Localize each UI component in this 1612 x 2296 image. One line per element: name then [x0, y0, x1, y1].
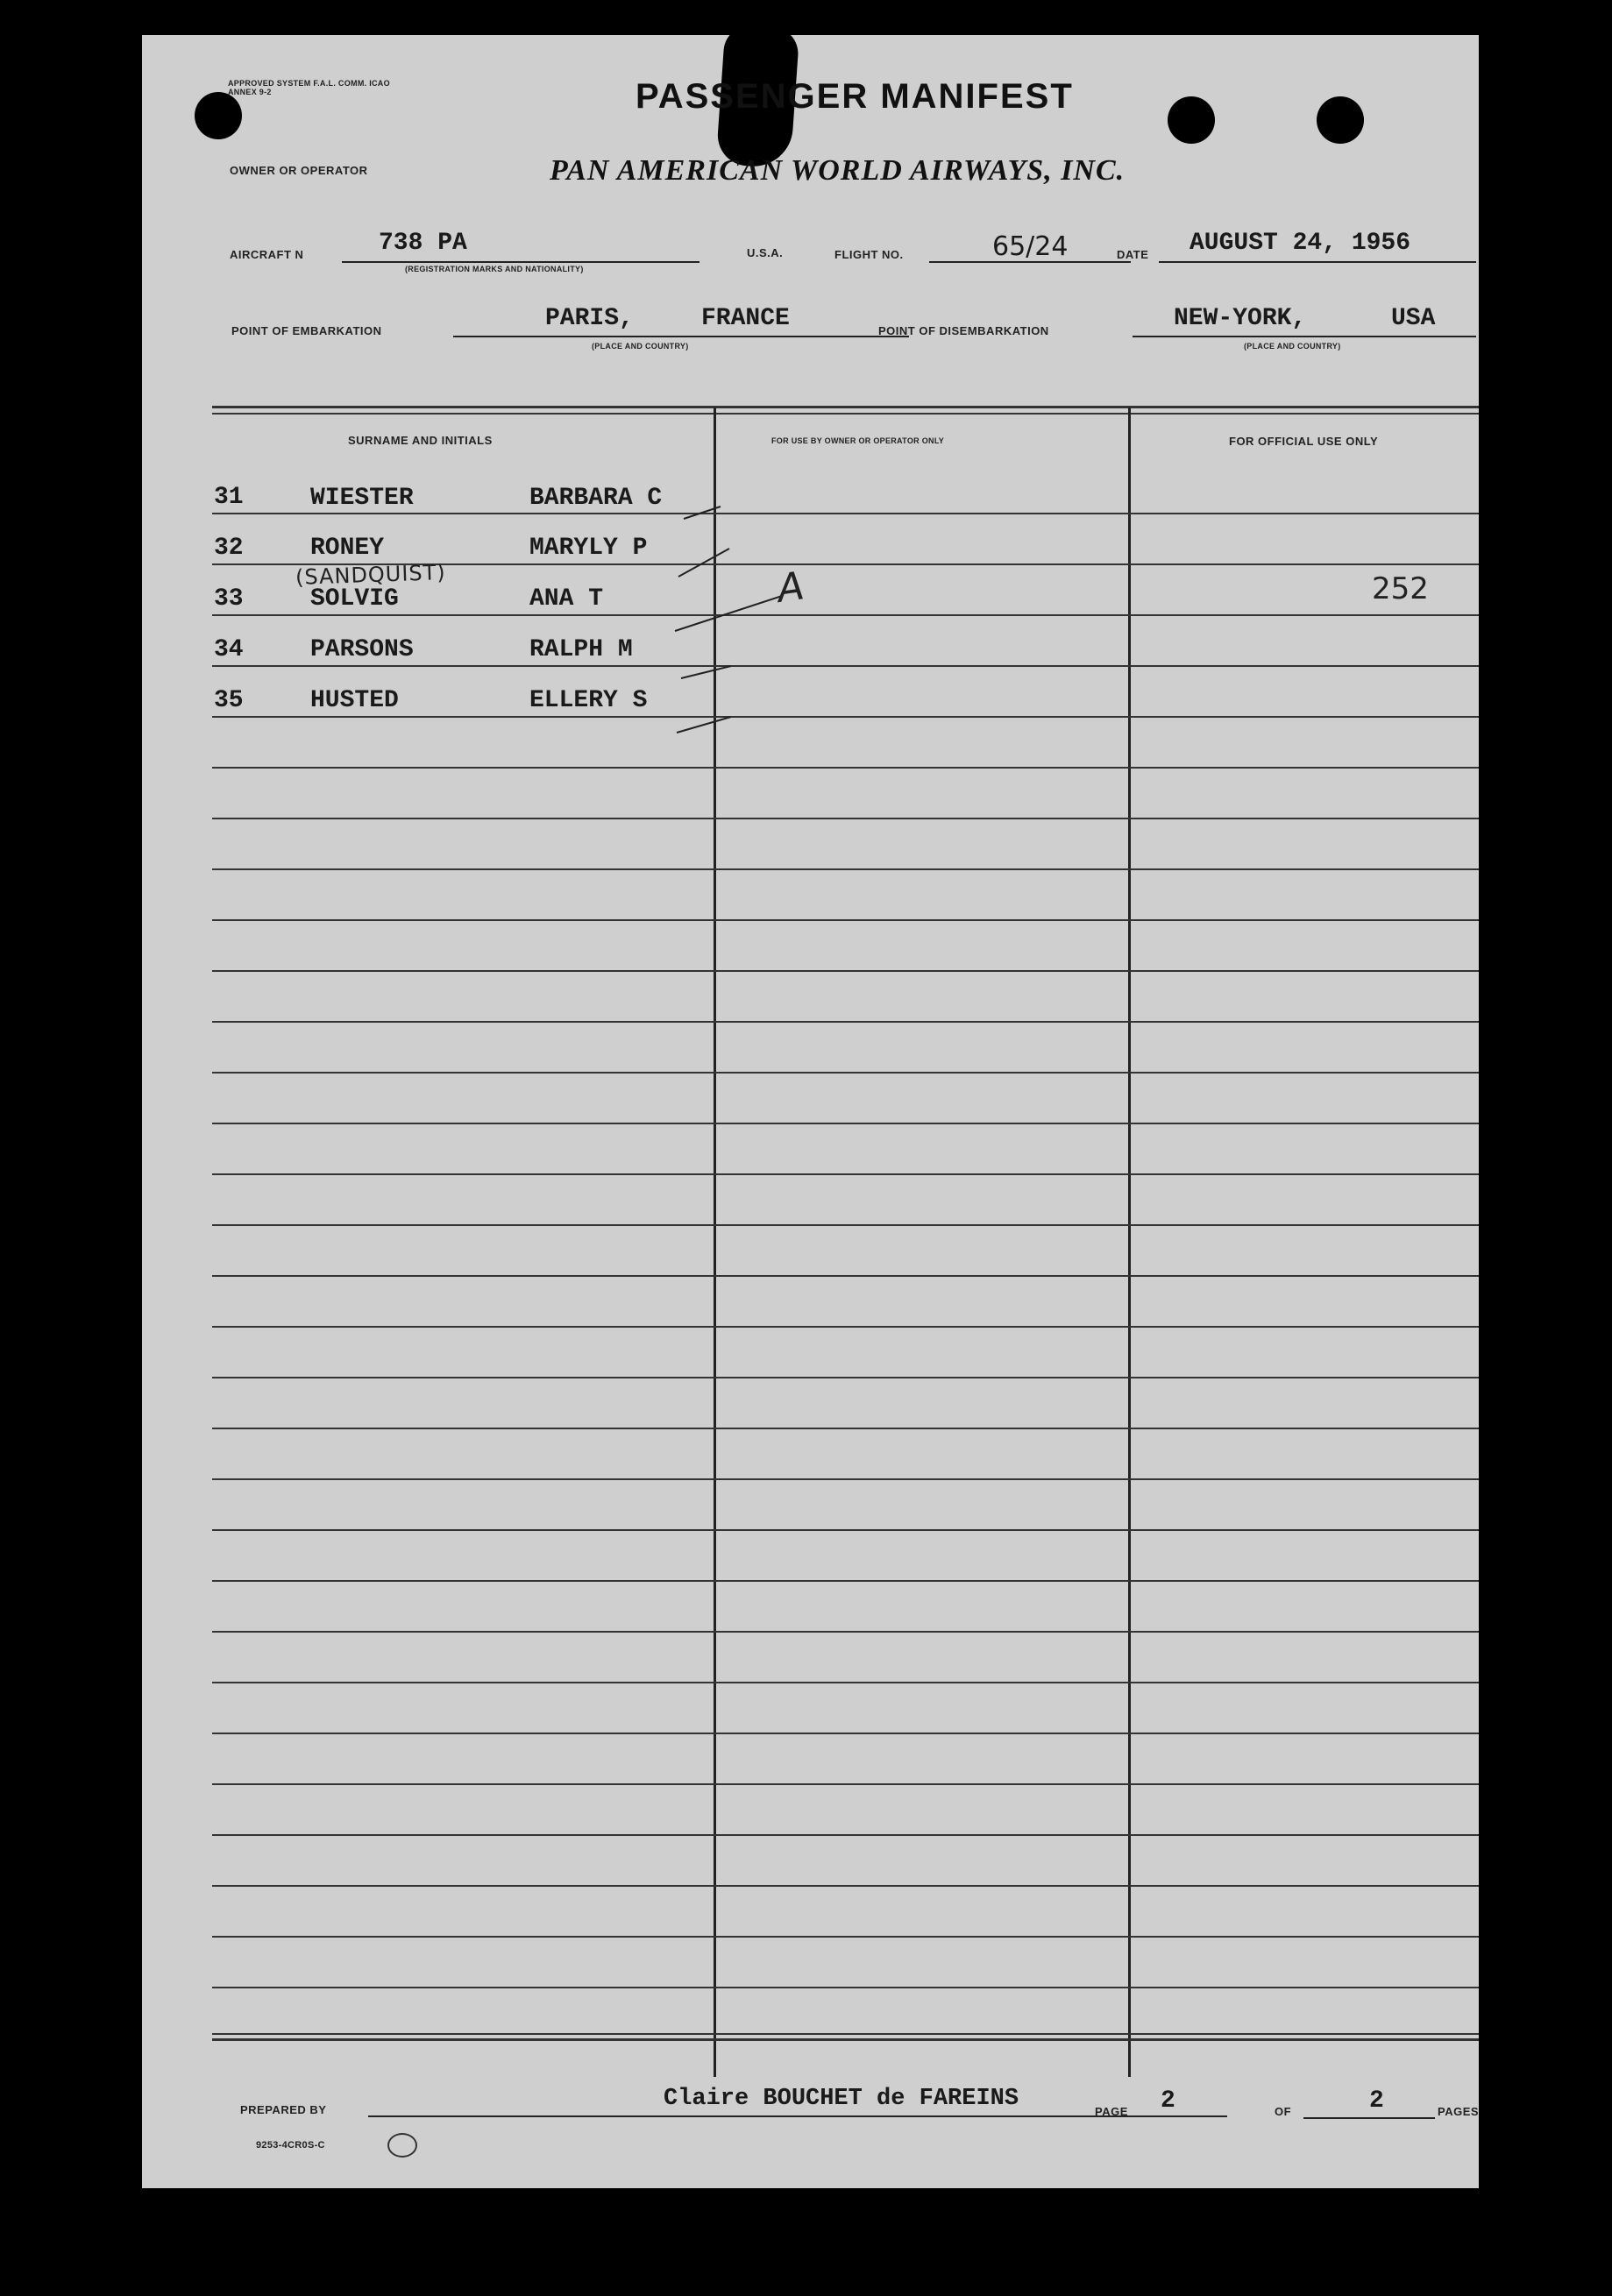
usa-label: U.S.A.	[747, 246, 784, 259]
punch-hole-center	[1168, 96, 1215, 144]
printer-mark	[387, 2133, 417, 2158]
table-row-rule	[212, 1885, 1479, 1887]
passenger-surname: PARSONS	[310, 636, 414, 663]
disembarkation-underline	[1133, 336, 1476, 337]
column-divider-2	[1128, 407, 1131, 2077]
date-label: DATE	[1117, 248, 1149, 261]
punch-hole-right	[1317, 96, 1364, 144]
aircraft-value: 738 PA	[379, 230, 467, 257]
table-row-rule	[212, 1580, 1479, 1582]
prepared-by-label: PREPARED BY	[240, 2103, 327, 2116]
check-mark	[681, 666, 731, 678]
table-bottom-rule-2	[212, 2038, 1479, 2041]
table-row-rule	[212, 868, 1479, 870]
embarkation-country: FRANCE	[701, 305, 790, 332]
passenger-initials: BARBARA C	[529, 485, 663, 512]
table-row-rule	[212, 919, 1479, 921]
table-row-rule	[212, 1428, 1479, 1429]
table-row-rule	[212, 1478, 1479, 1480]
disembarkation-label: POINT OF DISEMBARKATION	[878, 324, 1049, 337]
row-number: 35	[214, 687, 244, 714]
embarkation-caption: (PLACE AND COUNTRY)	[592, 342, 689, 351]
table-row-rule	[212, 1275, 1479, 1277]
row-number: 33	[214, 585, 244, 613]
row-number: 34	[214, 636, 244, 663]
column-header-operator: FOR USE BY OWNER OR OPERATOR ONLY	[771, 436, 945, 445]
table-row-rule	[212, 665, 1479, 667]
manifest-sheet	[142, 35, 1479, 2188]
table-row-rule	[212, 970, 1479, 972]
official-number: 252	[1372, 571, 1429, 606]
table-row-rule	[212, 818, 1479, 819]
table-top-rule	[212, 406, 1479, 408]
passenger-surname: RONEY	[310, 535, 385, 562]
disembarkation-caption: (PLACE AND COUNTRY)	[1244, 342, 1341, 351]
disembarkation-city: NEW-YORK,	[1174, 305, 1307, 332]
passenger-initials: RALPH M	[529, 636, 633, 663]
table-row-rule	[212, 1021, 1479, 1023]
table-row-rule	[212, 1377, 1479, 1378]
table-row-rule	[212, 513, 1479, 514]
table-row-rule	[212, 1631, 1479, 1633]
table-row-rule	[212, 614, 1479, 616]
check-marks	[668, 464, 808, 754]
page-value: 2	[1161, 2087, 1175, 2115]
punch-hole-left	[195, 92, 242, 139]
table-row-rule	[212, 716, 1479, 718]
handwritten-alias: (SANDQUIST)	[295, 560, 447, 590]
check-mark	[678, 549, 729, 577]
handwritten-mark: A	[774, 563, 807, 612]
table-row-rule	[212, 1326, 1479, 1328]
column-header-official: FOR OFFICIAL USE ONLY	[1229, 435, 1379, 448]
table-bottom-rule	[212, 2033, 1479, 2035]
pages-label: PAGES	[1438, 2105, 1479, 2118]
date-value: AUGUST 24, 1956	[1189, 230, 1411, 257]
operator-name: PAN AMERICAN WORLD AIRWAYS, INC.	[550, 154, 1126, 187]
aircraft-label: AIRCRAFT N	[230, 248, 304, 261]
table-row-rule	[212, 1224, 1479, 1226]
table-row-rule	[212, 1733, 1479, 1734]
passenger-initials: ELLERY S	[529, 687, 648, 714]
embarkation-underline	[453, 336, 909, 337]
table-row-rule	[212, 1834, 1479, 1836]
flight-label: FLIGHT NO.	[834, 248, 904, 261]
table-row-rule	[212, 1173, 1479, 1175]
table-row-rule	[212, 1529, 1479, 1531]
table-row-rule	[212, 1072, 1479, 1074]
date-underline	[1159, 261, 1476, 263]
form-code: 9253-4CR0S-C	[256, 2140, 325, 2151]
form-title: PASSENGER MANIFEST	[636, 77, 1074, 116]
passenger-surname: HUSTED	[310, 687, 399, 714]
passenger-surname: WIESTER	[310, 485, 414, 512]
embarkation-label: POINT OF EMBARKATION	[231, 324, 382, 337]
table-top-rule-2	[212, 413, 1479, 415]
registration-caption: (REGISTRATION MARKS AND NATIONALITY)	[405, 265, 584, 273]
passenger-surname: SOLVIG	[310, 585, 399, 613]
row-number: 31	[214, 484, 244, 511]
check-mark	[684, 507, 721, 519]
aircraft-underline	[342, 261, 699, 263]
flight-value: 65/24	[992, 231, 1069, 262]
passenger-initials: ANA T	[529, 585, 604, 613]
passenger-initials: MARYLY P	[529, 535, 648, 562]
owner-label: OWNER OR OPERATOR	[230, 164, 368, 177]
disembarkation-country: USA	[1391, 305, 1436, 332]
table-row-rule	[212, 1987, 1479, 1988]
table-row-rule	[212, 1682, 1479, 1683]
column-header-names: SURNAME AND INITIALS	[348, 434, 493, 447]
page-label: PAGE	[1095, 2105, 1128, 2118]
preparer-name: Claire BOUCHET de FAREINS	[664, 2086, 1019, 2112]
of-value: 2	[1369, 2087, 1384, 2115]
table-row-rule	[212, 1123, 1479, 1124]
table-row-rule	[212, 767, 1479, 769]
of-underline	[1303, 2117, 1435, 2119]
row-number: 32	[214, 535, 244, 562]
check-mark	[677, 717, 731, 733]
check-mark	[675, 596, 782, 631]
approval-text: APPROVED SYSTEM F.A.L. COMM. ICAO ANNEX 9-2	[228, 79, 390, 96]
of-label: OF	[1275, 2105, 1292, 2118]
table-row-rule	[212, 1936, 1479, 1938]
table-row-rule	[212, 1783, 1479, 1785]
embarkation-city: PARIS,	[545, 305, 634, 332]
